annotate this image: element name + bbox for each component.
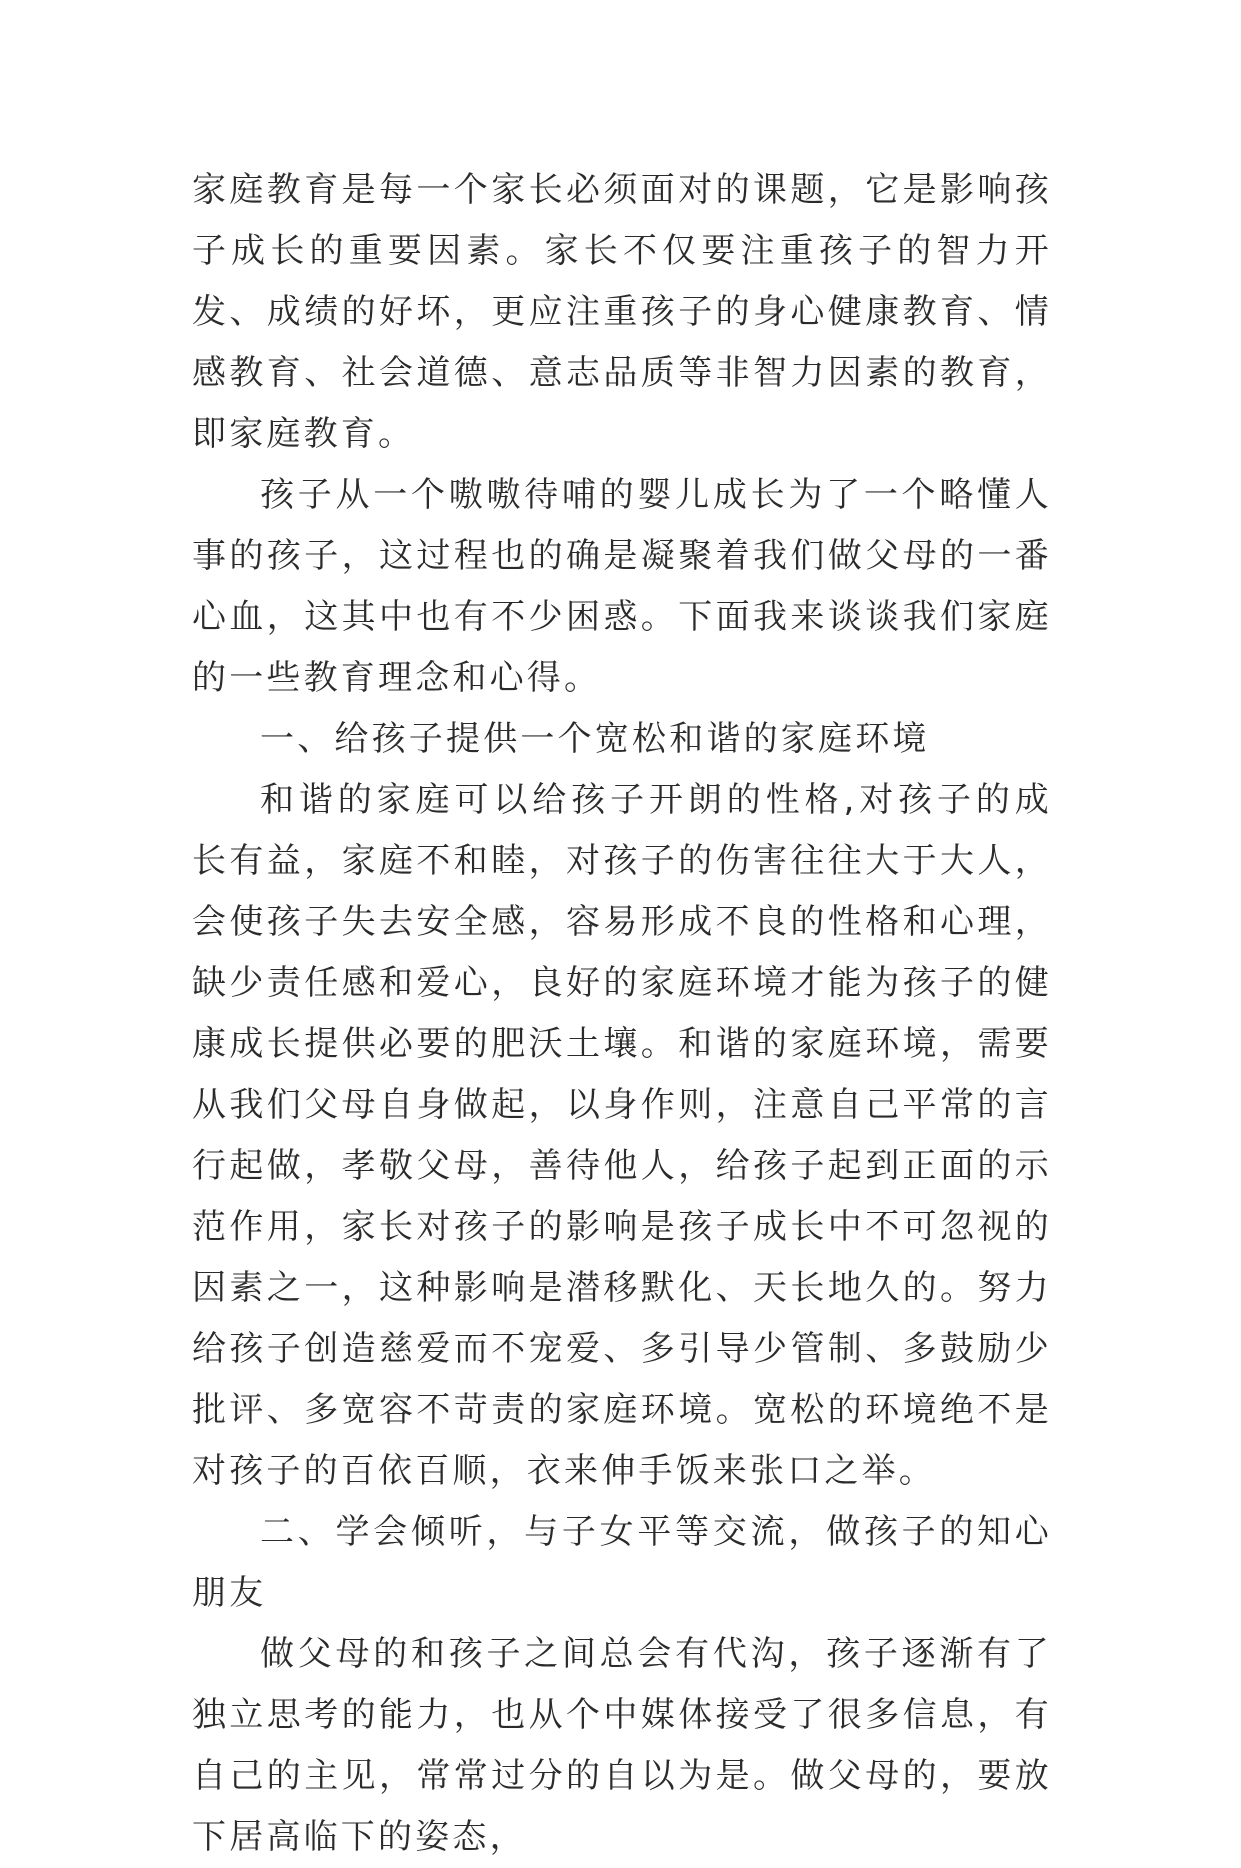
section-heading-1: 一、给孩子提供一个宽松和谐的家庭环境 [260, 719, 930, 759]
paragraph-background: 孩子从一个嗷嗷待哺的婴儿成长为了一个略懂人事的孩子，这过程也的确是凝聚着我们做父母的一番心血，这其中也有不少困惑。下面我来谈谈我们家庭的一些教育理念和心得。 [192, 475, 1052, 698]
paragraph-intro: 家庭教育是每一个家长必须面对的课题，它是影响孩子成长的重要因素。家长不仅要注重孩子的智力开发、成绩的好坏，更应注重孩子的身心健康教育、情感教育、社会道德、意志品质等非智力因素的教育，即家庭教育。 [192, 170, 1052, 454]
document-body [192, 160, 1052, 1868]
paragraph-listening: 做父母的和孩子之间总会有代沟，孩子逐渐有了独立思考的能力，也从个中媒体接受了很多信息，有自己的主见，常常过分的自以为是。做父母的，要放下居高临下的姿态， [192, 1634, 1052, 1857]
section-heading-2: 二、学会倾听，与子女平等交流，做孩子的知心朋友 [192, 1512, 1052, 1613]
paragraph-harmonious-family: 和谐的家庭可以给孩子开朗的性格,对孩子的成长有益，家庭不和睦，对孩子的伤害往往大于大人，会使孩子失去安全感，容易形成不良的性格和心理，缺少责任感和爱心，良好的家庭环境才能为孩子的健康成长提供必要的肥沃土壤。和谐的家庭环境，需要从我们父母自身做起，以身作则，注意自己平常的言行起做，孝敬父母，善待他人，给孩子起到正面的示范作用，家长对孩子的影响是孩子成长中不可忽视的因素之一，这种影响是潜移默化、天长地久的。努力给孩子创造慈爱而不宠爱、多引导少管制、多鼓励少批评、多宽容不苛责的家庭环境。宽松的环境绝不是对孩子的百依百顺，衣来伸手饭来张口之举。 [192, 780, 1052, 1491]
